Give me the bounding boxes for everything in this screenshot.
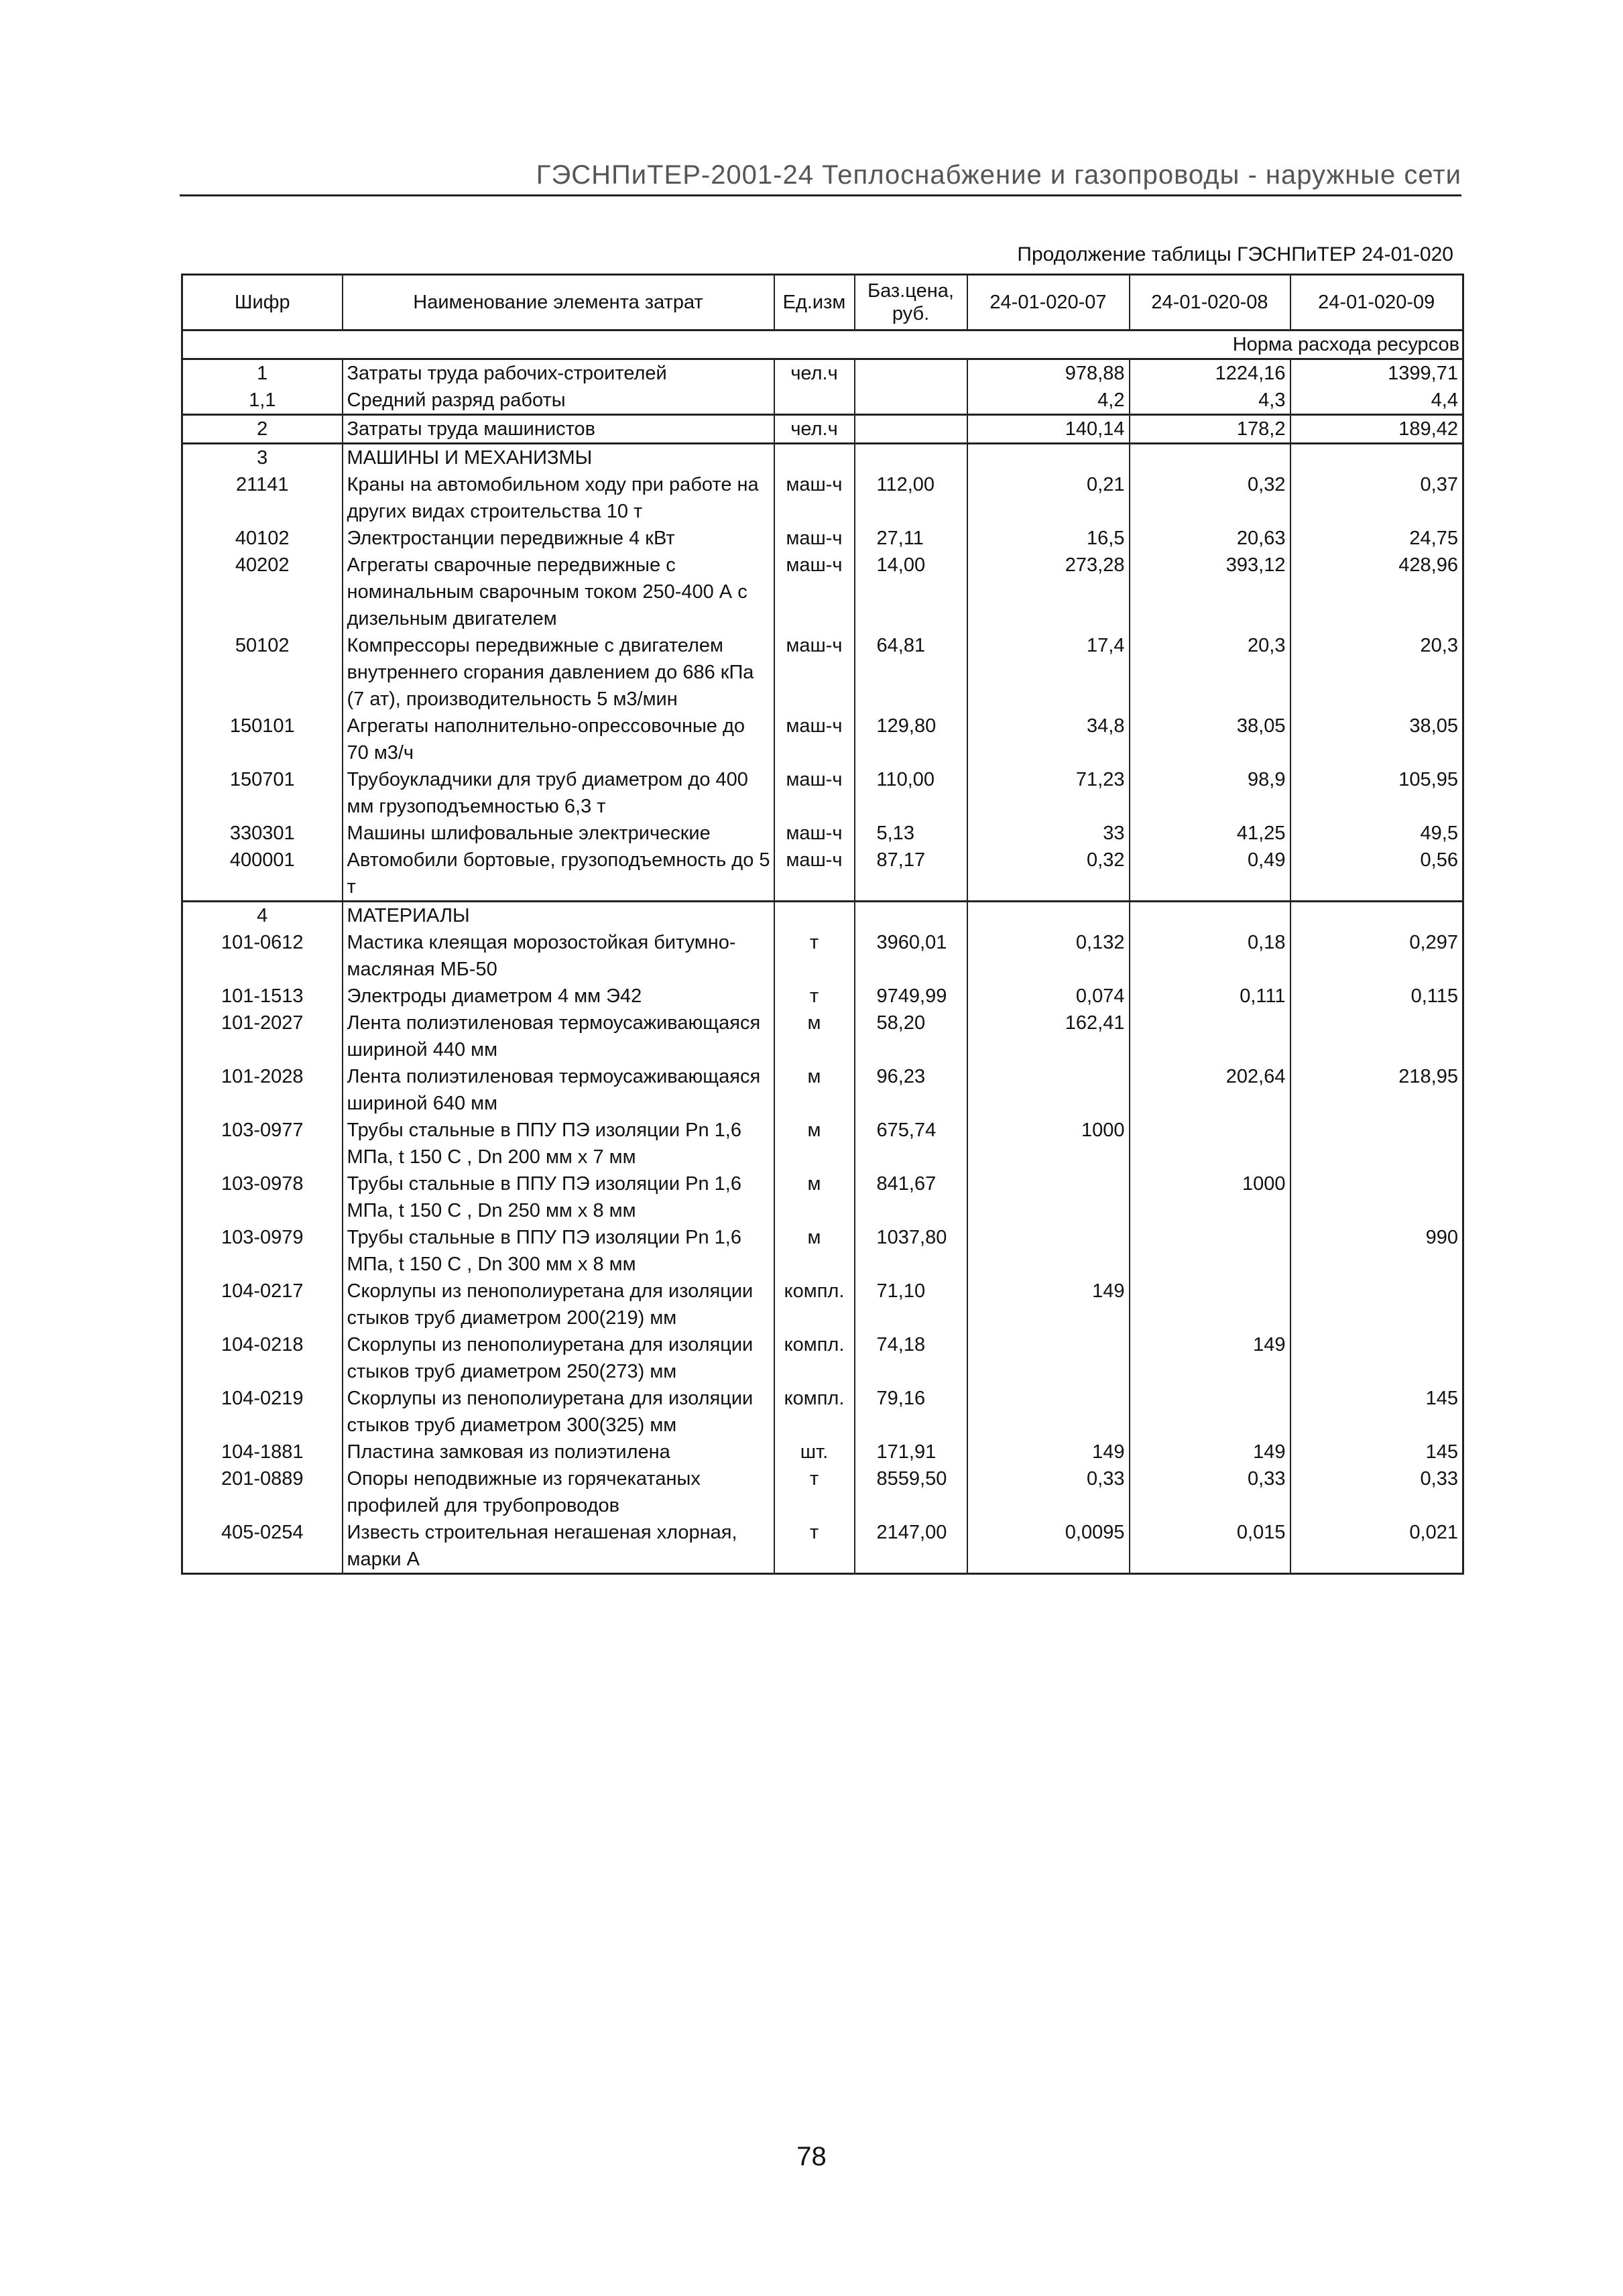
cell-value-08: 98,9 — [1130, 766, 1290, 820]
cell-price: 112,00 — [855, 471, 967, 525]
cell-name: Затраты труда рабочих-строителей — [343, 359, 774, 387]
cell-name: Скорлупы из пенополиуретана для изоляции стыков труб диаметром 300(325) мм — [343, 1385, 774, 1439]
cell-name: Скорлупы из пенополиуретана для изоляции стыков труб диаметром 200(219) мм — [343, 1278, 774, 1331]
cell-code: 104-0218 — [221, 1334, 304, 1355]
cell-unit: м — [774, 1063, 855, 1117]
cell-value-08: 38,05 — [1130, 713, 1290, 766]
cell-code: 101-2028 — [221, 1066, 304, 1087]
cell-unit: чел.ч — [774, 415, 855, 444]
cell-value-08: 0,33 — [1130, 1465, 1290, 1519]
cell-unit: м — [774, 1170, 855, 1224]
cell-value-07: 33 — [967, 820, 1130, 847]
cell-value-09: 189,42 — [1290, 415, 1463, 444]
cell-unit — [774, 902, 855, 930]
cell-value-09 — [1290, 1170, 1463, 1224]
cell-value-08: 20,63 — [1130, 525, 1290, 552]
table-row — [182, 766, 1463, 820]
cell-value-07: 149 — [967, 1278, 1130, 1331]
cell-value-09 — [1290, 1117, 1463, 1170]
cell-code: 104-1881 — [221, 1441, 304, 1463]
cell-value-09 — [1290, 902, 1463, 930]
cell-price — [855, 415, 967, 444]
cell-name: Агрегаты наполнительно-опрессовочные до 70 м3/ч — [343, 713, 774, 766]
cell-price: 110,00 — [855, 766, 967, 820]
cell-name: Трубы стальные в ППУ ПЭ изоляции Pn 1,6 МПа, t 150 С , Dn 200 мм х 7 мм — [343, 1117, 774, 1170]
running-header-title: ГЭСНПиТЕР-2001-24 Теплоснабжение и газопроводы - наружные сети — [536, 160, 1461, 190]
cell-value-09: 0,021 — [1409, 1522, 1458, 1543]
cell-name: Автомобили бортовые, грузоподъемность до 5 т — [343, 847, 774, 902]
cell-price: 96,23 — [855, 1063, 967, 1117]
cell-price: 14,00 — [855, 552, 967, 632]
cell-value-08: 0,49 — [1130, 847, 1290, 902]
table-row — [182, 902, 1463, 930]
cell-code: 101-2027 — [221, 1012, 304, 1034]
cell-unit — [774, 444, 855, 472]
header-unit: Ед.изм — [774, 275, 855, 330]
cell-price: 8559,50 — [855, 1465, 967, 1519]
cell-price: 129,80 — [855, 713, 967, 766]
cell-price: 2147,00 — [855, 1519, 967, 1574]
norm-label-row — [182, 330, 1463, 359]
cell-name: Средний разряд работы — [343, 387, 774, 415]
cell-price — [855, 902, 967, 930]
cell-unit: маш-ч — [774, 847, 855, 902]
cell-name: Затраты труда машинистов — [343, 415, 774, 444]
table-row — [182, 1439, 1463, 1465]
cell-value-07: 162,41 — [967, 1010, 1130, 1063]
cell-unit: маш-ч — [774, 552, 855, 632]
table-row — [182, 1519, 1463, 1574]
cell-value-09: 0,297 — [1409, 932, 1458, 953]
cell-unit: маш-ч — [774, 820, 855, 847]
cell-price: 9749,99 — [855, 983, 967, 1010]
cell-price — [855, 359, 967, 387]
cell-value-07 — [967, 1170, 1130, 1224]
cell-price: 87,17 — [855, 847, 967, 902]
cell-code: 101-1513 — [221, 985, 304, 1007]
cell-value-07: 149 — [967, 1439, 1130, 1465]
cell-value-09: 145 — [1425, 1388, 1458, 1409]
cell-value-09 — [1290, 1278, 1463, 1331]
cell-value-09: 0,115 — [1410, 985, 1458, 1007]
cell-name: Пластина замковая из полиэтилена — [343, 1439, 774, 1465]
cell-value-08: 393,12 — [1130, 552, 1290, 632]
table-row — [182, 471, 1463, 525]
cell-value-09 — [1290, 1010, 1463, 1063]
cell-name: Известь строительная негашеная хлорная, марки А — [343, 1519, 774, 1574]
cell-unit: компл. — [774, 1331, 855, 1385]
cell-price: 79,16 — [855, 1385, 967, 1439]
cell-value-08 — [1130, 902, 1290, 930]
table-body — [182, 330, 1463, 1574]
table-row — [182, 1278, 1463, 1331]
table-row — [182, 929, 1463, 983]
cell-value-07: 71,23 — [967, 766, 1130, 820]
cell-value-08: 149 — [1130, 1331, 1290, 1385]
cell-value-09: 0,56 — [1420, 849, 1458, 871]
cell-name: Трубоукладчики для труб диаметром до 400 мм грузоподъемностью 6,3 т — [343, 766, 774, 820]
cell-price: 74,18 — [855, 1331, 967, 1385]
cell-price: 58,20 — [855, 1010, 967, 1063]
cell-value-08: 41,25 — [1130, 820, 1290, 847]
cell-unit: т — [774, 1465, 855, 1519]
table-row — [182, 387, 1463, 415]
cell-value-08 — [1130, 1224, 1290, 1278]
cell-unit: чел.ч — [774, 359, 855, 387]
cell-price: 64,81 — [855, 632, 967, 713]
cell-unit: маш-ч — [774, 471, 855, 525]
cell-value-07: 0,132 — [967, 929, 1130, 983]
cell-code: 103-0978 — [221, 1173, 304, 1195]
table-row — [182, 1385, 1463, 1439]
cell-unit — [774, 387, 855, 415]
cell-code: 1,1 — [249, 389, 276, 411]
cell-value-09: 4,4 — [1431, 389, 1458, 411]
cell-code: 21141 — [236, 474, 289, 495]
page-number: 78 — [796, 2142, 827, 2171]
cell-value-07: 0,33 — [967, 1465, 1130, 1519]
cell-value-09: 38,05 — [1409, 715, 1458, 737]
cell-value-09: 218,95 — [1398, 1066, 1458, 1087]
cell-value-08: 20,3 — [1130, 632, 1290, 713]
cell-price: 675,74 — [855, 1117, 967, 1170]
cell-code: 104-0219 — [221, 1388, 304, 1409]
cell-unit: компл. — [774, 1278, 855, 1331]
cell-value-08 — [1130, 1117, 1290, 1170]
cell-value-07 — [967, 1224, 1130, 1278]
cell-value-09: 24,75 — [1409, 528, 1458, 549]
cell-unit: маш-ч — [774, 525, 855, 552]
header-col-07: 24-01-020-07 — [967, 275, 1130, 330]
table-row — [182, 820, 1463, 847]
cell-value-08 — [1130, 1010, 1290, 1063]
cell-value-07: 17,4 — [967, 632, 1130, 713]
table-row — [182, 1331, 1463, 1385]
table-row — [182, 444, 1463, 472]
cell-value-07: 1000 — [967, 1117, 1130, 1170]
cell-unit: маш-ч — [774, 713, 855, 766]
cell-code: 40102 — [235, 528, 290, 549]
cell-name: Агрегаты сварочные передвижные с номинальным сварочным током 250-400 А с дизельным двигателем — [343, 552, 774, 632]
cell-code: 400001 — [229, 849, 295, 871]
cell-value-08: 178,2 — [1130, 415, 1290, 444]
cell-value-09: 1399,71 — [1388, 363, 1458, 384]
cell-value-07 — [967, 1331, 1130, 1385]
cell-name: МАШИНЫ И МЕХАНИЗМЫ — [343, 444, 774, 472]
cell-code: 3 — [182, 444, 343, 472]
cell-name: Электроды диаметром 4 мм Э42 — [343, 983, 774, 1010]
cell-code: 40202 — [235, 554, 290, 576]
cell-name: Скорлупы из пенополиуретана для изоляции стыков труб диаметром 250(273) мм — [343, 1331, 774, 1385]
table-row — [182, 525, 1463, 552]
cell-unit: маш-ч — [774, 766, 855, 820]
cell-value-08: 149 — [1130, 1439, 1290, 1465]
cell-code: 405-0254 — [221, 1522, 304, 1543]
cell-value-07: 0,32 — [967, 847, 1130, 902]
cell-name: Краны на автомобильном ходу при работе на других видах строительства 10 т — [343, 471, 774, 525]
cell-value-08: 0,18 — [1130, 929, 1290, 983]
cell-value-09 — [1290, 1331, 1463, 1385]
cell-unit: компл. — [774, 1385, 855, 1439]
cell-value-07: 978,88 — [967, 359, 1130, 387]
cell-price: 5,13 — [855, 820, 967, 847]
table-row — [182, 1224, 1463, 1278]
cell-unit: м — [774, 1117, 855, 1170]
table-row — [182, 847, 1463, 902]
header-name: Наименование элемента затрат — [343, 275, 774, 330]
table-continuation-label: Продолжение таблицы ГЭСНПиТЕР 24-01-020 — [1017, 243, 1453, 265]
cell-unit: маш-ч — [774, 632, 855, 713]
cell-unit: т — [774, 929, 855, 983]
cell-value-07: 16,5 — [967, 525, 1130, 552]
cell-name: Лента полиэтиленовая термоусаживающаяся шириной 440 мм — [343, 1010, 774, 1063]
cell-value-07: 140,14 — [967, 415, 1130, 444]
cell-name: МАТЕРИАЛЫ — [343, 902, 774, 930]
cell-code: 150101 — [229, 715, 295, 737]
header-col-09: 24-01-020-09 — [1290, 275, 1463, 330]
cell-value-09: 105,95 — [1398, 769, 1458, 790]
cell-value-09: 49,5 — [1420, 823, 1458, 844]
cell-code: 50102 — [235, 635, 290, 656]
resource-table — [181, 274, 1464, 1575]
cell-price: 1037,80 — [855, 1224, 967, 1278]
header-code: Шифр — [182, 275, 343, 330]
cell-value-07: 0,074 — [967, 983, 1130, 1010]
cell-name: Лента полиэтиленовая термоусаживающаяся шириной 640 мм — [343, 1063, 774, 1117]
header-col-08: 24-01-020-08 — [1130, 275, 1290, 330]
cell-value-08 — [1130, 444, 1290, 472]
cell-code: 4 — [182, 902, 343, 930]
cell-value-07: 273,28 — [967, 552, 1130, 632]
cell-value-08 — [1130, 1385, 1290, 1439]
table-row — [182, 1465, 1463, 1519]
cell-unit: м — [774, 1224, 855, 1278]
cell-code: 104-0217 — [221, 1280, 304, 1302]
cell-code: 201-0889 — [221, 1468, 304, 1490]
cell-price: 3960,01 — [855, 929, 967, 983]
cell-value-08: 0,32 — [1130, 471, 1290, 525]
cell-price — [855, 444, 967, 472]
cell-code: 150701 — [229, 769, 295, 790]
table-row — [182, 359, 1463, 387]
cell-value-07 — [967, 902, 1130, 930]
running-header — [180, 156, 1461, 196]
cell-name: Мастика клеящая морозостойкая битумно-масляная МБ-50 — [343, 929, 774, 983]
cell-value-08: 4,3 — [1130, 387, 1290, 415]
cell-name: Трубы стальные в ППУ ПЭ изоляции Pn 1,6 МПа, t 150 С , Dn 250 мм х 8 мм — [343, 1170, 774, 1224]
cell-value-08: 1224,16 — [1130, 359, 1290, 387]
cell-code: 103-0979 — [221, 1227, 304, 1248]
cell-value-07 — [967, 444, 1130, 472]
cell-value-09: 990 — [1425, 1227, 1458, 1248]
cell-price — [855, 387, 967, 415]
cell-unit: м — [774, 1010, 855, 1063]
cell-price: 71,10 — [855, 1278, 967, 1331]
table-row — [182, 552, 1463, 632]
cell-code: 330301 — [229, 823, 295, 844]
table-row — [182, 632, 1463, 713]
cell-value-09: 145 — [1425, 1441, 1458, 1463]
cell-code: 2 — [182, 415, 343, 444]
table-header-row — [182, 275, 1463, 330]
header-price: Баз.цена, руб. — [855, 275, 967, 330]
cell-code: 1 — [257, 363, 268, 384]
table-row — [182, 1170, 1463, 1224]
cell-price: 841,67 — [855, 1170, 967, 1224]
cell-code: 101-0612 — [221, 932, 304, 953]
cell-unit: т — [774, 983, 855, 1010]
table-row — [182, 713, 1463, 766]
cell-value-07: 0,0095 — [967, 1519, 1130, 1574]
cell-value-07: 4,2 — [967, 387, 1130, 415]
cell-value-07 — [967, 1063, 1130, 1117]
cell-name: Машины шлифовальные электрические — [343, 820, 774, 847]
table-row — [182, 1010, 1463, 1063]
cell-name: Опоры неподвижные из горячекатаных профилей для трубопроводов — [343, 1465, 774, 1519]
cell-price: 171,91 — [855, 1439, 967, 1465]
cell-unit: т — [774, 1519, 855, 1574]
cell-price: 27,11 — [855, 525, 967, 552]
cell-code: 103-0977 — [221, 1120, 304, 1141]
cell-value-09: 428,96 — [1398, 554, 1458, 576]
cell-value-08: 0,111 — [1130, 983, 1290, 1010]
cell-value-08 — [1130, 1278, 1290, 1331]
table-row — [182, 983, 1463, 1010]
table-row — [182, 415, 1463, 444]
cell-value-07: 34,8 — [967, 713, 1130, 766]
cell-unit: шт. — [774, 1439, 855, 1465]
cell-value-07: 0,21 — [967, 471, 1130, 525]
cell-value-08: 1000 — [1130, 1170, 1290, 1224]
norm-label: Норма расхода ресурсов — [182, 330, 1463, 359]
cell-name: Компрессоры передвижные с двигателем внутреннего сгорания давлением до 686 кПа (7 ат), производительность 5 м3/мин — [343, 632, 774, 713]
table-row — [182, 1117, 1463, 1170]
cell-value-08: 0,015 — [1130, 1519, 1290, 1574]
cell-value-07 — [967, 1385, 1130, 1439]
cell-value-09: 0,33 — [1420, 1468, 1458, 1490]
cell-name: Электростанции передвижные 4 кВт — [343, 525, 774, 552]
cell-value-09 — [1290, 444, 1463, 472]
cell-value-09: 20,3 — [1420, 635, 1458, 656]
table-row — [182, 1063, 1463, 1117]
cell-value-09: 0,37 — [1420, 474, 1458, 495]
cell-value-08: 202,64 — [1130, 1063, 1290, 1117]
cell-name: Трубы стальные в ППУ ПЭ изоляции Pn 1,6 МПа, t 150 С , Dn 300 мм х 8 мм — [343, 1224, 774, 1278]
